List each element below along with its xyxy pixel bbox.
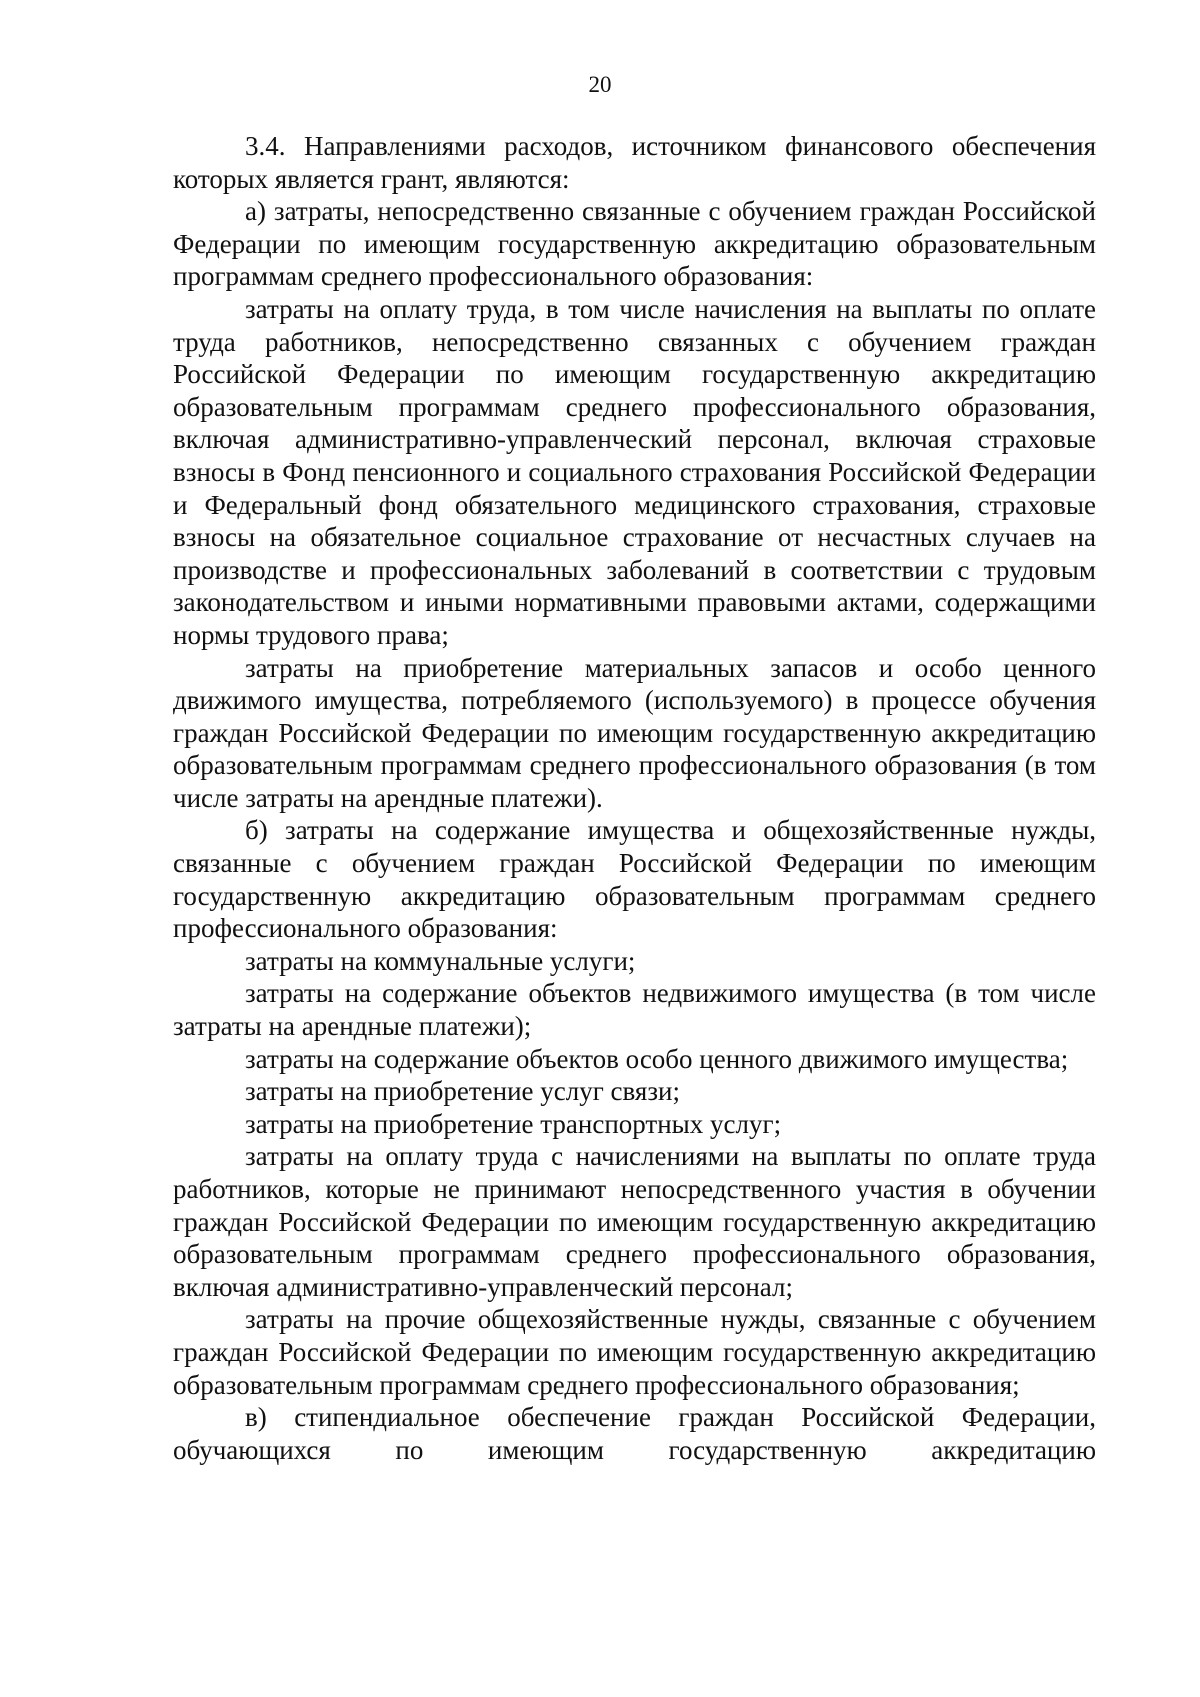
page-number: 20	[588, 72, 612, 97]
paragraph-item-a: а) затраты, непосредственно связанные с обучением граждан Российской Федерации по имеющим государственную аккредитацию образовательным программам среднего профессионального образования:	[173, 196, 1096, 292]
paragraph-other-needs: затраты на прочие общехозяйственные нужды, связанные с обучением граждан Российской Федерации по имеющим государственную аккредитацию образовательным программам среднего профессионального образования;	[173, 1304, 1096, 1400]
paragraph-material-costs: затраты на приобретение материальных запасов и особо ценного движимого имущества, потребляемого (используемого) в процессе обучения граждан Российской Федерации по имеющим государственную аккредитацию образовательным программам среднего профессионального образования (в том числе затраты на арендные платежи).	[173, 652, 1096, 813]
paragraph-labor-costs: затраты на оплату труда, в том числе начисления на выплаты по оплате труда работников, непосредственно связанных с обучением граждан Российской Федерации по имеющим государственную аккредитацию образовательным программам среднего профессионального образования, включая административно-управленческий персонал, включая страховые взносы в Фонд пенсионного и социального страхования Российской Федерации и Федеральный фонд обязательного медицинского страхования, страховые взносы на обязательное социальное страхование от несчастных случаев на производстве и профессиональных заболеваний в соответствии с трудовым законодательством и иными нормативными правовыми актами, содержащими нормы трудового права;	[173, 293, 1096, 650]
paragraph-admin-labor: затраты на оплату труда с начислениями на выплаты по оплате труда работников, которые не принимают непосредственного участия в обучении граждан Российской Федерации по имеющим государственную аккредитацию образовательным программам среднего профессионального образования, включая административно-управленческий персонал;	[173, 1141, 1096, 1302]
paragraph-communication: затраты на приобретение услуг связи;	[245, 1076, 680, 1107]
paragraph-transport: затраты на приобретение транспортных услуг;	[245, 1108, 782, 1139]
paragraph-utilities: затраты на коммунальные услуги;	[245, 945, 636, 976]
document-body	[173, 130, 1096, 1466]
paragraph-real-estate: затраты на содержание объектов недвижимого имущества (в том числе затраты на арендные платежи);	[173, 978, 1096, 1042]
paragraph-item-v: в) стипендиальное обеспечение граждан Российской Федерации, обучающихся по имеющим государственную аккредитацию	[173, 1402, 1096, 1465]
paragraph-movable-property: затраты на содержание объектов особо ценного движимого имущества;	[245, 1043, 1069, 1074]
paragraph-3-4-intro: 3.4. Направлениями расходов, источником финансового обеспечения которых является грант, являются:	[173, 131, 1096, 194]
paragraph-item-b: б) затраты на содержание имущества и общехозяйственные нужды, связанные с обучением граждан Российской Федерации по имеющим государственную аккредитацию образовательным программам среднего профессионального образования:	[173, 815, 1096, 944]
